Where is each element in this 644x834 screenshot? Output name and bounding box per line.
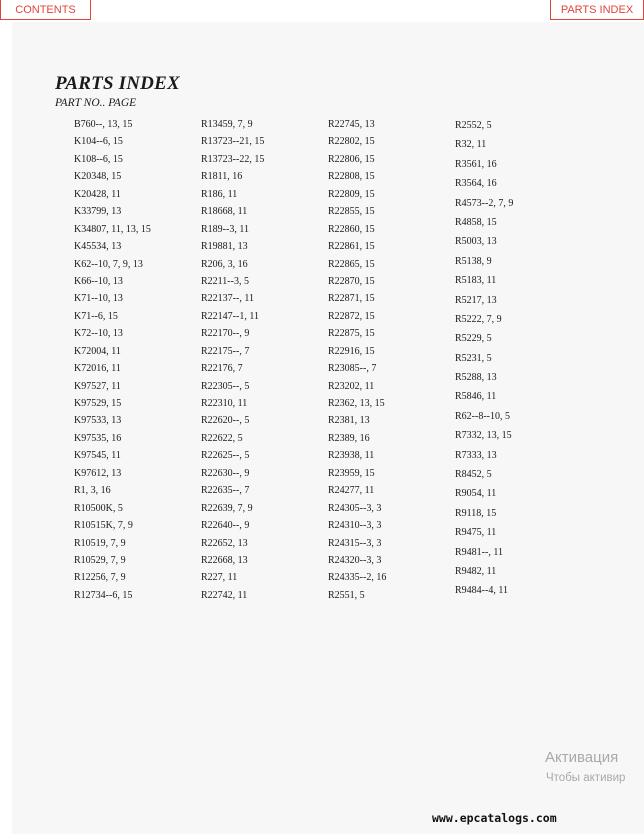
index-entry: R10519, 7, 9 bbox=[74, 537, 126, 549]
site-url: www.epcatalogs.com bbox=[432, 811, 557, 825]
index-entry: R2362, 13, 15 bbox=[328, 398, 385, 409]
index-entry: R5229, 5 bbox=[455, 333, 492, 345]
index-entry: R8452, 5 bbox=[455, 469, 492, 481]
index-entry: R22625--, 5 bbox=[201, 450, 250, 462]
index-entry: R22809, 15 bbox=[328, 188, 375, 200]
index-entry: K72004, 11 bbox=[74, 345, 121, 357]
index-column-1 bbox=[74, 116, 151, 604]
index-entry: R7332, 13, 15 bbox=[455, 430, 512, 442]
index-entry: R23938, 11 bbox=[328, 450, 375, 462]
index-entry: R19881, 13 bbox=[201, 241, 248, 253]
index-entry: K20348, 15 bbox=[74, 171, 122, 183]
index-entry: R5231, 5 bbox=[455, 352, 492, 364]
index-entry: K72016, 11 bbox=[74, 363, 121, 375]
index-entry: K71--10, 13 bbox=[74, 293, 123, 305]
index-entry: R1811, 16 bbox=[201, 171, 243, 183]
index-entry: R24320--3, 3 bbox=[328, 554, 382, 566]
index-entry: R22668, 13 bbox=[201, 554, 248, 566]
index-entry: R5846, 11 bbox=[455, 391, 497, 403]
index-entry: R3564, 16 bbox=[455, 178, 497, 190]
index-entry: K66--10, 13 bbox=[74, 275, 123, 287]
index-entry: R22310, 11 bbox=[201, 398, 248, 409]
index-entry: R23202, 11 bbox=[328, 380, 375, 392]
index-column-4 bbox=[455, 116, 513, 601]
index-entry: K97535, 16 bbox=[74, 432, 122, 444]
index-column-2 bbox=[201, 116, 264, 604]
index-entry: R22639, 7, 9 bbox=[201, 502, 253, 514]
index-entry: R22620--, 5 bbox=[201, 415, 250, 427]
index-entry: K97527, 11 bbox=[74, 380, 121, 392]
index-entry: R2381, 13 bbox=[328, 415, 370, 427]
column-subheading: PART NO.. PAGE bbox=[55, 97, 137, 109]
activation-watermark-title: Активация bbox=[545, 749, 619, 766]
index-entry: R12734--6, 15 bbox=[74, 589, 133, 601]
index-entry: R189--3, 11 bbox=[201, 223, 249, 235]
index-entry: R22865, 15 bbox=[328, 258, 375, 270]
index-entry: R62--8--10, 5 bbox=[455, 410, 510, 422]
index-entry: K97545, 11 bbox=[74, 450, 121, 462]
index-entry: R9118, 15 bbox=[455, 507, 497, 519]
index-entry: R18668, 11 bbox=[201, 206, 248, 218]
page-title: PARTS INDEX bbox=[55, 73, 180, 94]
index-entry: R10515K, 7, 9 bbox=[74, 520, 133, 532]
index-entry: R22916, 15 bbox=[328, 345, 375, 357]
index-entry: R22622, 5 bbox=[201, 432, 243, 444]
index-entry: R22175--, 7 bbox=[201, 345, 250, 357]
index-entry: R24305--3, 3 bbox=[328, 502, 382, 514]
index-entry: R5288, 13 bbox=[455, 372, 497, 384]
index-entry: R22872, 15 bbox=[328, 310, 375, 322]
index-entry: R22855, 15 bbox=[328, 206, 375, 218]
index-entry: R22640--, 9 bbox=[201, 520, 250, 532]
index-entry: K108--6, 15 bbox=[74, 153, 123, 165]
index-entry: R23959, 15 bbox=[328, 467, 375, 479]
index-entry: R5217, 13 bbox=[455, 294, 497, 306]
index-entry: R22870, 15 bbox=[328, 275, 375, 287]
index-entry: R22742, 11 bbox=[201, 589, 248, 601]
index-entry: R22808, 15 bbox=[328, 171, 375, 183]
index-entry: R22635--, 7 bbox=[201, 485, 250, 497]
index-column-3 bbox=[328, 116, 386, 604]
index-entry: K62--10, 7, 9, 13 bbox=[74, 258, 143, 270]
index-entry: K104--6, 15 bbox=[74, 136, 123, 148]
index-entry: R227, 11 bbox=[201, 572, 238, 584]
index-entry: R22305--, 5 bbox=[201, 380, 250, 392]
index-entry: R22170--, 9 bbox=[201, 328, 250, 340]
index-entry: R206, 3, 16 bbox=[201, 258, 248, 270]
index-entry: R2389, 16 bbox=[328, 432, 370, 444]
parts-index-button[interactable]: PARTS INDEX bbox=[550, 0, 644, 20]
index-entry: R24310--3, 3 bbox=[328, 520, 382, 532]
index-entry: R24315--3, 3 bbox=[328, 537, 382, 549]
index-entry: K20428, 11 bbox=[74, 188, 121, 200]
index-entry: R22875, 15 bbox=[328, 328, 375, 340]
index-entry: R23085--, 7 bbox=[328, 363, 377, 375]
index-entry: R1, 3, 16 bbox=[74, 485, 111, 497]
index-entry: K71--6, 15 bbox=[74, 310, 118, 322]
index-entry: R2552, 5 bbox=[455, 120, 492, 131]
index-entry: R9054, 11 bbox=[455, 488, 497, 500]
index-entry: R186, 11 bbox=[201, 188, 238, 200]
index-entry: K97612, 13 bbox=[74, 467, 122, 479]
index-entry: R9475, 11 bbox=[455, 527, 497, 539]
index-entry: R22806, 15 bbox=[328, 153, 375, 165]
index-entry: R4858, 15 bbox=[455, 216, 497, 228]
index-entry: R24277, 11 bbox=[328, 485, 375, 497]
index-entry: R5222, 7, 9 bbox=[455, 313, 502, 325]
index-entry: R10500K, 5 bbox=[74, 502, 123, 514]
index-entry: R9481--, 11 bbox=[455, 546, 503, 558]
index-entry: R9484--4, 11 bbox=[455, 585, 508, 597]
index-entry: K97529, 15 bbox=[74, 398, 122, 409]
index-entry: R22137--, 11 bbox=[201, 293, 254, 305]
index-entry: R22861, 15 bbox=[328, 241, 375, 253]
index-entry: R5183, 11 bbox=[455, 275, 497, 287]
index-entry: R7333, 13 bbox=[455, 449, 497, 461]
index-entry: R24335--2, 16 bbox=[328, 572, 387, 584]
index-entry: R22176, 7 bbox=[201, 363, 243, 375]
index-entry: R5003, 13 bbox=[455, 236, 497, 248]
index-entry: R22802, 15 bbox=[328, 136, 375, 148]
index-entry: R13723--21, 15 bbox=[201, 136, 265, 148]
index-entry: R3561, 16 bbox=[455, 158, 497, 170]
index-entry: R22745, 13 bbox=[328, 119, 375, 130]
activation-watermark-text: Чтобы активир bbox=[546, 772, 626, 784]
index-entry: R22147--1, 11 bbox=[201, 310, 259, 322]
index-entry: R13723--22, 15 bbox=[201, 153, 265, 165]
index-entry: R22652, 13 bbox=[201, 537, 248, 549]
index-entry: R2551, 5 bbox=[328, 589, 365, 601]
index-entry: R22860, 15 bbox=[328, 223, 375, 235]
index-entry: R13459, 7, 9 bbox=[201, 119, 253, 130]
index-entry: R2211--3, 5 bbox=[201, 275, 249, 287]
index-entry: R10529, 7, 9 bbox=[74, 554, 126, 566]
index-entry: K34807, 11, 13, 15 bbox=[74, 223, 151, 235]
contents-button[interactable]: CONTENTS bbox=[0, 0, 91, 20]
index-entry: R12256, 7, 9 bbox=[74, 572, 126, 584]
index-entry: K72--10, 13 bbox=[74, 328, 123, 340]
index-entry: R22871, 15 bbox=[328, 293, 375, 305]
index-entry: R22630--, 9 bbox=[201, 467, 250, 479]
index-entry: R32, 11 bbox=[455, 139, 487, 151]
index-entry: K45534, 13 bbox=[74, 241, 122, 253]
index-entry: R5138, 9 bbox=[455, 255, 492, 267]
index-entry: B760--, 13, 15 bbox=[74, 119, 133, 130]
index-entry: R4573--2, 7, 9 bbox=[455, 197, 514, 209]
index-entry: K97533, 13 bbox=[74, 415, 122, 427]
index-entry: R9482, 11 bbox=[455, 565, 497, 577]
index-entry: K33799, 13 bbox=[74, 206, 122, 218]
